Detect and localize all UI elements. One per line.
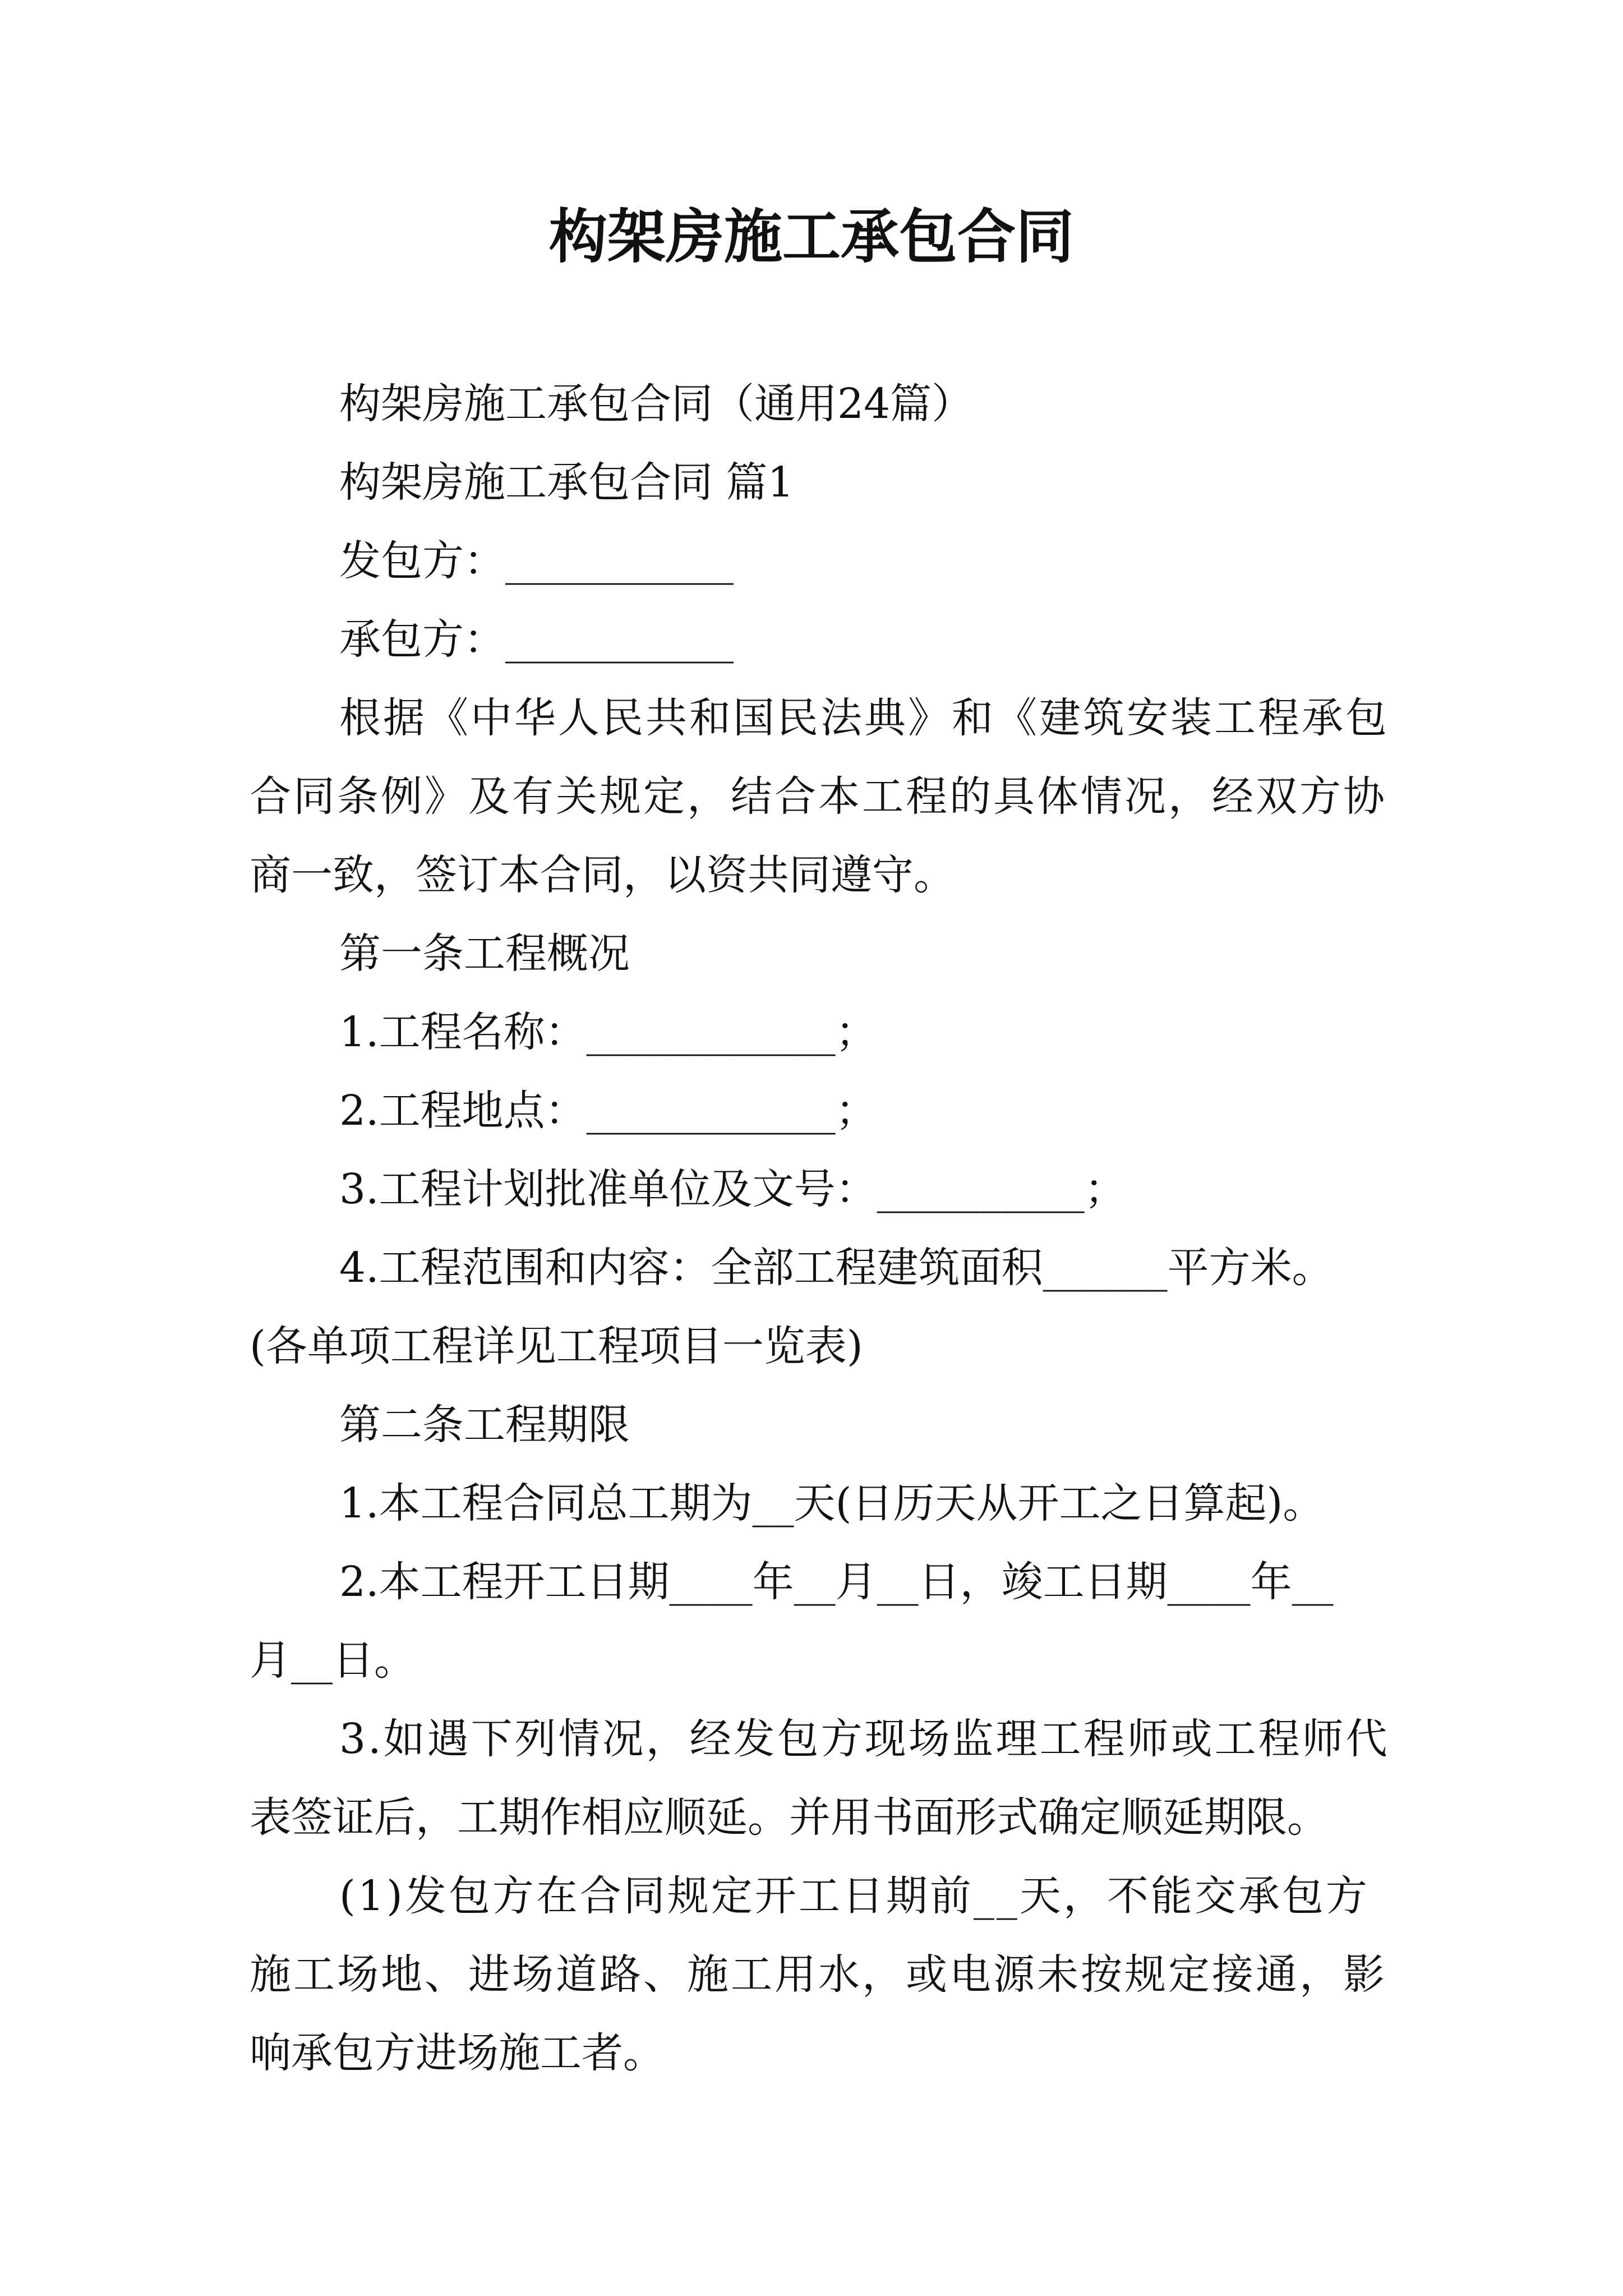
clause-line: 施工场地、进场道路、施工用水，或电源未按规定接通，影 (250, 1950, 1387, 1999)
document-title: 构架房施工承包合同 (548, 202, 1074, 271)
clause-line: 表签证后，工期作相应顺延。并用书面形式确定顺延期限。 (250, 1793, 1329, 1842)
clause-line: 4.工程范围和内容：全部工程建筑面积______平方米。 (339, 1244, 1334, 1292)
contractor-line: 承包方：___________ (339, 615, 734, 664)
subtitle-line: 构架房施工承包合同（通用24篇） (339, 380, 974, 428)
article-heading: 第一条工程概况 (339, 930, 630, 978)
clause-line: 3.工程计划批准单位及文号：__________； (339, 1165, 1126, 1213)
clause-line: 2.工程地点：____________； (339, 1087, 877, 1135)
paragraph-line: 根据《中华人民共和国民法典》和《建筑安装工程承包 (339, 694, 1389, 742)
paragraph-line: 合同条例》及有关规定，结合本工程的具体情况，经双方协 (250, 772, 1387, 821)
employer-line: 发包方：___________ (339, 537, 734, 585)
paragraph-line: 商一致，签订本合同，以资共同遵守。 (250, 851, 955, 899)
clause-line: (各单项工程详见工程项目一览表) (250, 1322, 863, 1370)
clause-line: 1.本工程合同总工期为__天(日历天从开工之日算起)。 (339, 1479, 1325, 1527)
clause-line: 1.工程名称：____________； (339, 1008, 877, 1056)
article-heading: 第二条工程期限 (339, 1401, 630, 1449)
clause-line: 3.如遇下列情况，经发包方现场监理工程师或工程师代 (339, 1715, 1390, 1763)
clause-line: 2.本工程开工日期____年__月__日，竣工日期____年__ (339, 1558, 1334, 1606)
clause-line: 响承包方进场施工者。 (250, 2029, 665, 2077)
clause-line: (1)发包方在合同规定开工日期前__天，不能交承包方 (339, 1872, 1370, 1920)
section-heading: 构架房施工承包合同 篇1 (339, 458, 794, 507)
clause-line: 月__日。 (250, 1636, 416, 1685)
